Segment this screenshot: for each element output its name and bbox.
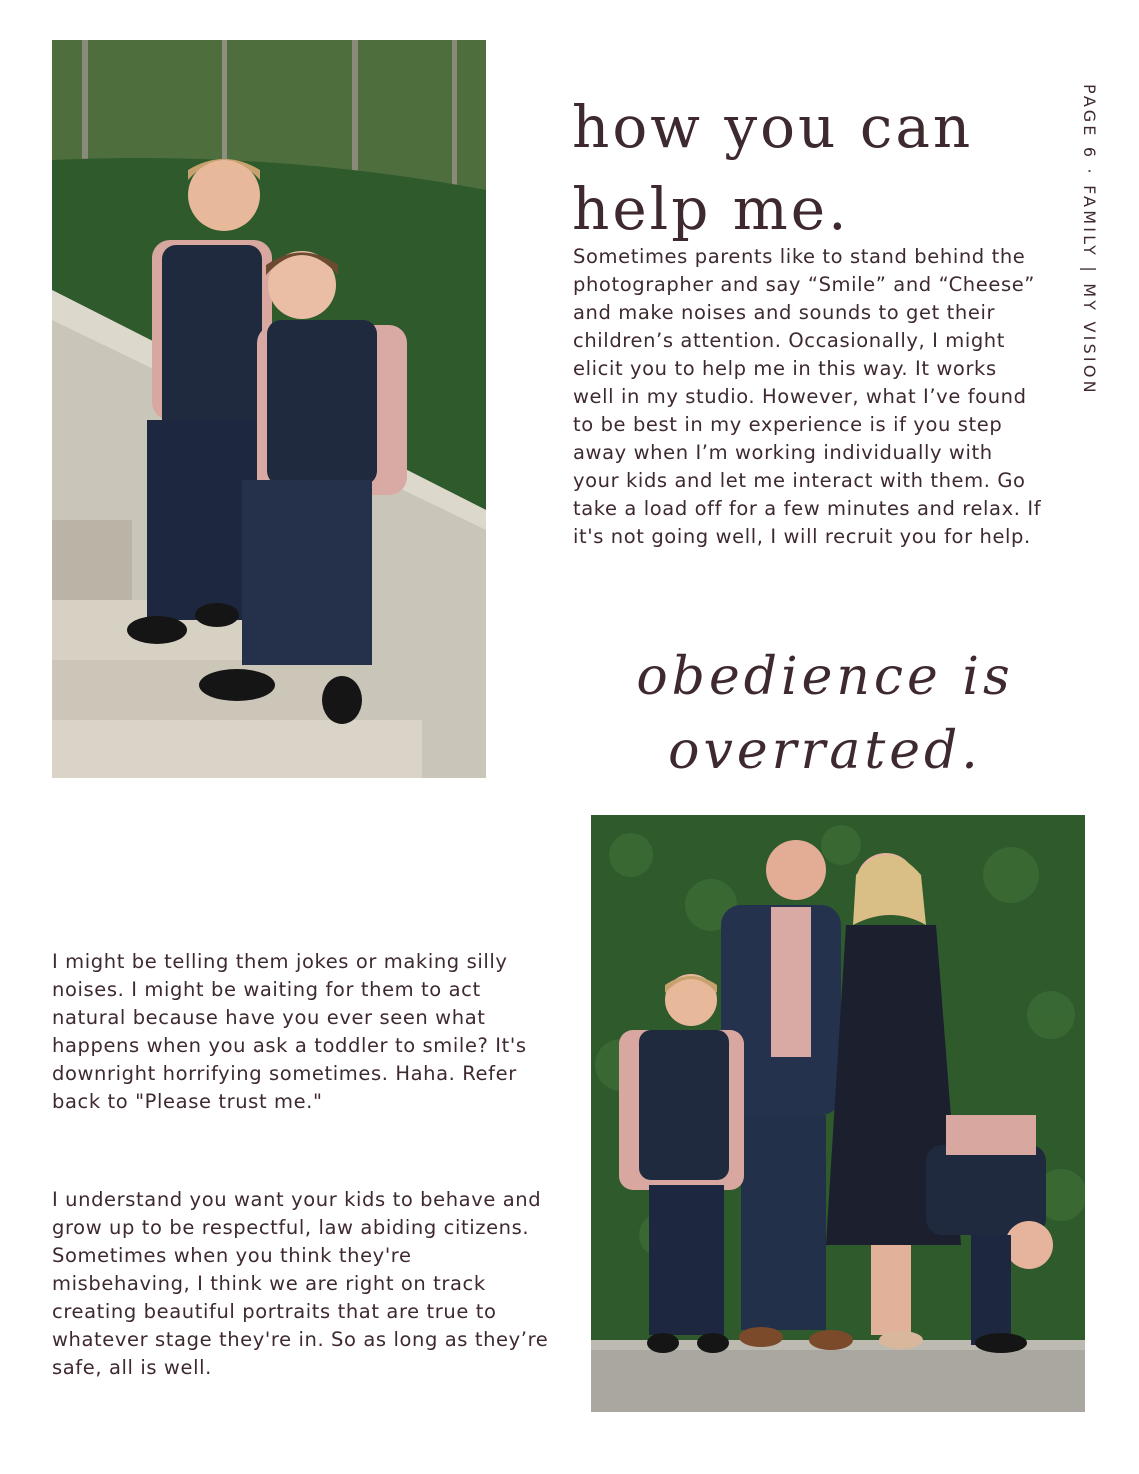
pull-quote: obedience is overrated.: [636, 647, 1014, 781]
page-section-label: PAGE 6 · FAMILY | MY VISION: [1080, 84, 1099, 396]
headline: how you can help me.: [572, 93, 974, 243]
jokes-paragraph: I might be telling them jokes or making silly noises. I might be waiting for them to act natural because have you ever seen what happens when you ask a toddler to smile? It's downright horrifying sometimes. Haha. Refer back to "Please trust me.": [52, 950, 527, 1113]
photo-two-boys-on-steps: [52, 40, 486, 778]
behave-paragraph: I understand you want your kids to behave and grow up to be respectful, law abiding citizens. Sometimes when you think they're misbehaving, I think we are right on track creating beautiful portraits that are true to whatever stage they're in. So as long as they’re safe, all is well.: [52, 1188, 549, 1379]
intro-paragraph: Sometimes parents like to stand behind the photographer and say “Smile” and “Cheese” and make noises and sounds to get their children’s attention. Occasionally, I might elicit you to help me in this way. It works well in my studio. However, what I’ve found to be best in my experience is if you step away when I’m working individually with your kids and let me interact with them. Go take a load off for a few minutes and relax. If it's not going well, I will recruit you for help.: [573, 245, 1042, 548]
photo-family-ivy-wall: [591, 815, 1085, 1412]
